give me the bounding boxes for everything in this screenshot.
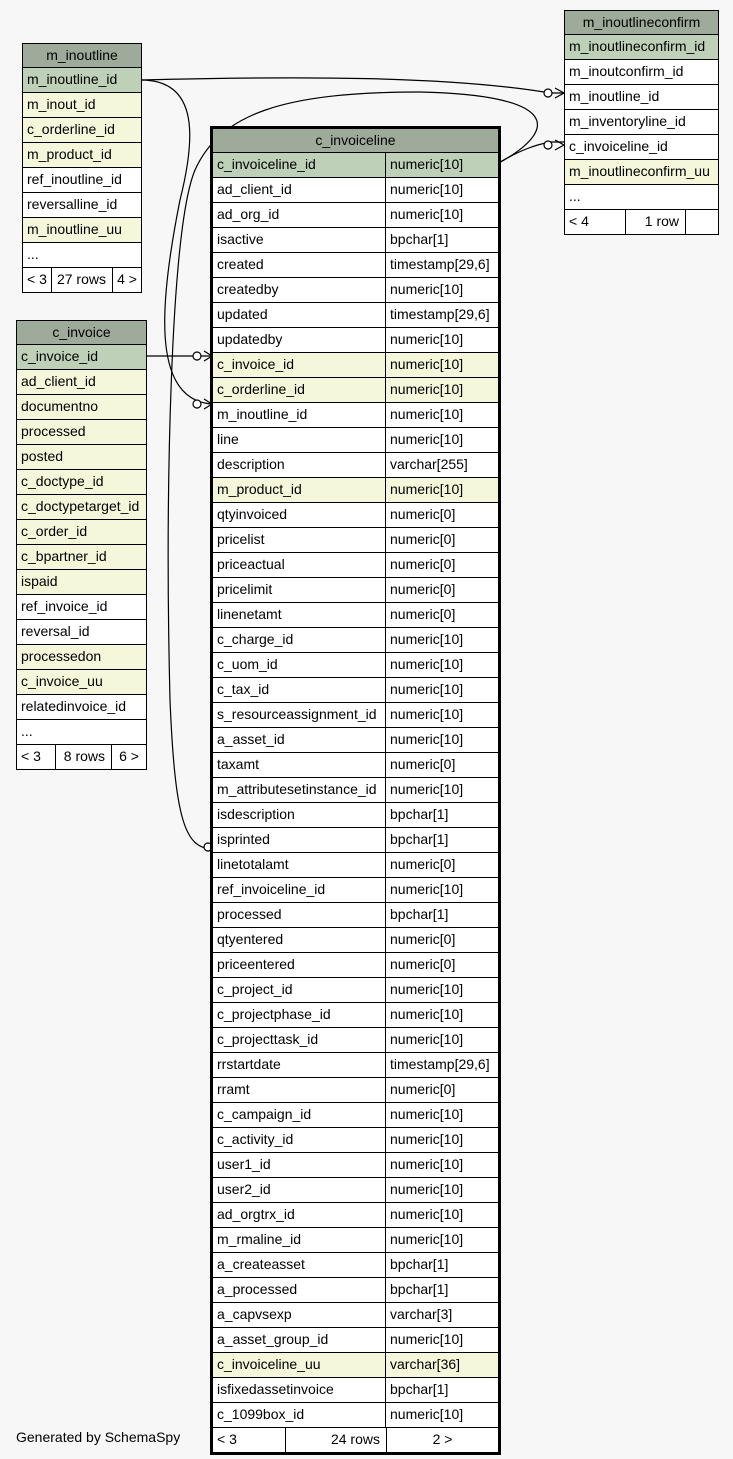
- column-name: qtyinvoiced: [217, 506, 288, 522]
- column-name: ad_client_id: [217, 181, 292, 197]
- column-name: c_order_id: [21, 523, 88, 539]
- table-row: [213, 453, 498, 478]
- table-row: [213, 953, 498, 978]
- column-type: numeric[10]: [385, 878, 498, 902]
- column-name: m_inout_id: [27, 96, 96, 112]
- column-type: numeric[10]: [385, 1178, 498, 1202]
- column-type: numeric[10]: [385, 728, 498, 752]
- column-name: pricelimit: [217, 581, 273, 597]
- column-name: ...: [27, 246, 39, 262]
- table-row: [213, 928, 498, 953]
- column-name: processed: [217, 906, 282, 922]
- column-name: c_1099box_id: [217, 1406, 305, 1422]
- column-type: numeric[10]: [385, 1403, 498, 1427]
- column-type: numeric[10]: [385, 478, 498, 502]
- table-row: [213, 778, 498, 803]
- column-type: numeric[10]: [385, 1028, 498, 1052]
- column-name: ref_invoice_id: [21, 598, 108, 614]
- edge-end-marker: [544, 141, 552, 149]
- table-row: [565, 160, 718, 185]
- footer-row-count: 8 rows: [55, 745, 111, 769]
- column-type: numeric[10]: [385, 653, 498, 677]
- table-row: [17, 520, 146, 545]
- column-name: c_doctypetarget_id: [21, 498, 140, 514]
- column-name: processedon: [21, 648, 102, 664]
- table-row: [213, 1028, 498, 1053]
- column-type: numeric[10]: [385, 203, 498, 227]
- column-type: numeric[0]: [385, 853, 498, 877]
- table-row: [213, 503, 498, 528]
- table-row: [17, 370, 146, 395]
- column-type: numeric[10]: [385, 1228, 498, 1252]
- column-type: numeric[0]: [385, 528, 498, 552]
- column-type: bpchar[1]: [385, 228, 498, 252]
- column-type: numeric[10]: [385, 178, 498, 202]
- table-row: [213, 978, 498, 1003]
- table-row: [17, 720, 146, 745]
- table-row: [213, 353, 498, 378]
- column-type: bpchar[1]: [385, 1278, 498, 1302]
- table-footer: [565, 210, 718, 234]
- column-type: timestamp[29,6]: [385, 1053, 498, 1077]
- footer-next: 4 >: [112, 268, 141, 292]
- column-name: description: [217, 456, 285, 472]
- column-name: m_inoutlineconfirm_uu: [569, 163, 710, 179]
- column-name: a_processed: [217, 1281, 298, 1297]
- table-row: [213, 703, 498, 728]
- column-name: linenetamt: [217, 606, 282, 622]
- column-name: qtyentered: [217, 931, 284, 947]
- table-row: [565, 185, 718, 210]
- footer-next: 2 >: [386, 1428, 498, 1452]
- table-row: [213, 803, 498, 828]
- column-name: linetotalamt: [217, 856, 289, 872]
- column-name: isactive: [217, 231, 264, 247]
- table-row: [213, 1328, 498, 1353]
- table-row: [23, 193, 141, 218]
- column-name: s_resourceassignment_id: [217, 706, 377, 722]
- table-title: m_inoutlineconfirm: [565, 11, 718, 35]
- table-row: [17, 645, 146, 670]
- column-type: numeric[10]: [385, 1128, 498, 1152]
- column-name: processed: [21, 423, 86, 439]
- column-type: numeric[0]: [385, 753, 498, 777]
- column-name: taxamt: [217, 756, 260, 772]
- generated-by-credit: Generated by SchemaSpy: [16, 1429, 181, 1445]
- column-name: c_invoiceline_id: [217, 156, 316, 172]
- column-type: numeric[0]: [385, 503, 498, 527]
- footer-row-count: 27 rows: [51, 268, 112, 292]
- table-row: [213, 1003, 498, 1028]
- column-name: c_project_id: [217, 981, 293, 997]
- column-name: priceentered: [217, 956, 295, 972]
- column-name: isfixedassetinvoice: [217, 1381, 334, 1397]
- column-type: numeric[0]: [385, 953, 498, 977]
- footer-prev: < 3: [21, 748, 41, 764]
- table-row: [213, 528, 498, 553]
- table-row: [23, 143, 141, 168]
- table-row: [213, 1253, 498, 1278]
- column-name: pricelist: [217, 531, 265, 547]
- column-name: m_inoutline_id: [569, 88, 660, 104]
- table-row: [565, 135, 718, 160]
- table-c-invoice[interactable]: [16, 320, 147, 770]
- column-name: c_invoice_id: [217, 356, 295, 372]
- table-row: [213, 1053, 498, 1078]
- table-footer: [213, 1428, 498, 1452]
- table-row: [213, 278, 498, 303]
- table-row: [17, 495, 146, 520]
- column-name: isdescription: [217, 806, 295, 822]
- table-row: [213, 428, 498, 453]
- table-m-inoutline[interactable]: [22, 43, 142, 293]
- table-row: [213, 828, 498, 853]
- table-row: [23, 118, 141, 143]
- footer-row-count: 24 rows: [285, 1428, 386, 1452]
- table-m-inoutlineconfirm[interactable]: [564, 10, 719, 235]
- table-row: [17, 620, 146, 645]
- column-name: m_product_id: [27, 146, 112, 162]
- column-name: user2_id: [217, 1181, 271, 1197]
- column-type: numeric[10]: [385, 778, 498, 802]
- column-type: bpchar[1]: [385, 803, 498, 827]
- footer-prev: < 3: [27, 271, 47, 287]
- column-name: ispaid: [21, 573, 58, 589]
- column-name: documentno: [21, 398, 99, 414]
- table-row: [213, 253, 498, 278]
- column-name: ad_org_id: [217, 206, 280, 222]
- table-row: [17, 470, 146, 495]
- column-type: varchar[36]: [385, 1353, 498, 1377]
- footer-prev: < 4: [569, 213, 589, 229]
- footer-next: 6 >: [111, 745, 146, 769]
- column-name: a_capvsexp: [217, 1306, 292, 1322]
- table-row: [17, 570, 146, 595]
- column-name: c_projecttask_id: [217, 1031, 319, 1047]
- edge-end-marker: [193, 400, 201, 408]
- column-name: ref_invoiceline_id: [217, 881, 326, 897]
- table-title: m_inoutline: [23, 44, 141, 68]
- column-name: relatedinvoice_id: [21, 698, 127, 714]
- table-row: [213, 1353, 498, 1378]
- column-name: updatedby: [217, 331, 283, 347]
- table-row: [17, 420, 146, 445]
- column-type: bpchar[1]: [385, 903, 498, 927]
- column-name: updated: [217, 306, 268, 322]
- table-footer: [17, 745, 146, 769]
- column-name: a_asset_group_id: [217, 1331, 329, 1347]
- table-row: [213, 878, 498, 903]
- column-type: numeric[10]: [385, 278, 498, 302]
- column-type: varchar[3]: [385, 1303, 498, 1327]
- column-name: m_inventoryline_id: [569, 113, 686, 129]
- column-name: m_inoutconfirm_id: [569, 63, 684, 79]
- table-row: [213, 1178, 498, 1203]
- table-row: [213, 728, 498, 753]
- column-name: c_uom_id: [217, 656, 278, 672]
- column-name: ref_inoutline_id: [27, 171, 122, 187]
- column-name: c_orderline_id: [217, 381, 305, 397]
- table-row: [213, 403, 498, 428]
- table-row: [213, 603, 498, 628]
- footer-next: [685, 210, 718, 234]
- column-name: reversalline_id: [27, 196, 118, 212]
- table-row: [213, 1303, 498, 1328]
- table-row: [17, 445, 146, 470]
- table-row: [213, 478, 498, 503]
- table-row: [213, 653, 498, 678]
- table-row: [23, 93, 141, 118]
- column-type: timestamp[29,6]: [385, 253, 498, 277]
- column-type: numeric[10]: [385, 378, 498, 402]
- column-type: numeric[10]: [385, 1328, 498, 1352]
- column-name: rramt: [217, 1081, 250, 1097]
- column-type: numeric[10]: [385, 1003, 498, 1027]
- table-row: [17, 670, 146, 695]
- table-row: [213, 1278, 498, 1303]
- table-row: [565, 60, 718, 85]
- column-type: numeric[0]: [385, 1078, 498, 1102]
- column-type: numeric[10]: [385, 328, 498, 352]
- table-row: [23, 68, 141, 93]
- column-type: numeric[10]: [385, 153, 498, 177]
- column-name: c_orderline_id: [27, 121, 115, 137]
- table-row: [17, 545, 146, 570]
- table-row: [213, 1403, 498, 1428]
- column-name: c_charge_id: [217, 631, 294, 647]
- table-row: [213, 203, 498, 228]
- table-row: [565, 85, 718, 110]
- table-row: [213, 853, 498, 878]
- table-row: [23, 168, 141, 193]
- column-name: m_inoutline_uu: [27, 221, 122, 237]
- column-type: numeric[10]: [385, 978, 498, 1002]
- column-name: c_bpartner_id: [21, 548, 107, 564]
- column-name: c_invoice_uu: [21, 673, 103, 689]
- column-type: numeric[0]: [385, 553, 498, 577]
- table-row: [565, 35, 718, 60]
- column-name: user1_id: [217, 1156, 271, 1172]
- column-name: m_attributesetinstance_id: [217, 781, 377, 797]
- footer-prev: < 3: [217, 1431, 237, 1447]
- column-name: c_doctype_id: [21, 473, 104, 489]
- column-type: numeric[10]: [385, 353, 498, 377]
- column-name: c_campaign_id: [217, 1106, 312, 1122]
- table-row: [213, 1078, 498, 1103]
- column-name: a_createasset: [217, 1256, 305, 1272]
- table-row: [17, 695, 146, 720]
- table-row: [213, 1203, 498, 1228]
- column-type: numeric[10]: [385, 1153, 498, 1177]
- column-name: a_asset_id: [217, 731, 285, 747]
- table-row: [213, 1103, 498, 1128]
- table-row: [213, 553, 498, 578]
- table-row: [213, 903, 498, 928]
- column-name: createdby: [217, 281, 279, 297]
- table-row: [213, 378, 498, 403]
- column-name: reversal_id: [21, 623, 90, 639]
- column-name: c_invoice_id: [21, 348, 99, 364]
- edge-inoutline-to-confirm: [141, 78, 564, 93]
- column-name: posted: [21, 448, 64, 464]
- table-row: [213, 1378, 498, 1403]
- column-name: c_invoiceline_uu: [217, 1356, 321, 1372]
- column-type: numeric[10]: [385, 678, 498, 702]
- column-name: m_inoutline_id: [27, 71, 118, 87]
- column-type: varchar[255]: [385, 453, 498, 477]
- table-row: [17, 345, 146, 370]
- edge-end-marker: [544, 89, 552, 97]
- column-type: bpchar[1]: [385, 828, 498, 852]
- table-row: [213, 228, 498, 253]
- table-row: [213, 153, 498, 178]
- column-type: bpchar[1]: [385, 1378, 498, 1402]
- table-row: [213, 328, 498, 353]
- column-type: numeric[10]: [385, 703, 498, 727]
- column-type: numeric[10]: [385, 1103, 498, 1127]
- edge-end-marker: [193, 352, 201, 360]
- table-title: c_invoiceline: [213, 129, 498, 153]
- column-type: bpchar[1]: [385, 1253, 498, 1277]
- table-row: [565, 110, 718, 135]
- column-name: line: [217, 431, 239, 447]
- column-type: numeric[0]: [385, 603, 498, 627]
- table-row: [213, 1153, 498, 1178]
- table-row: [17, 395, 146, 420]
- table-row: [213, 753, 498, 778]
- table-row: [213, 1228, 498, 1253]
- column-name: created: [217, 256, 264, 272]
- column-name: c_invoiceline_id: [569, 138, 668, 154]
- table-row: [23, 218, 141, 243]
- column-name: ad_client_id: [21, 373, 96, 389]
- table-row: [23, 243, 141, 268]
- column-name: m_product_id: [217, 481, 302, 497]
- column-name: c_activity_id: [217, 1131, 294, 1147]
- table-title: c_invoice: [17, 321, 146, 345]
- table-row: [17, 595, 146, 620]
- table-row: [213, 1128, 498, 1153]
- column-name: m_inoutline_id: [217, 406, 308, 422]
- column-name: priceactual: [217, 556, 285, 572]
- column-name: m_inoutlineconfirm_id: [569, 38, 706, 54]
- column-name: ...: [21, 723, 33, 739]
- column-type: timestamp[29,6]: [385, 303, 498, 327]
- column-type: numeric[10]: [385, 1203, 498, 1227]
- table-row: [213, 178, 498, 203]
- table-c-invoiceline[interactable]: [210, 126, 501, 1455]
- column-name: isprinted: [217, 831, 270, 847]
- table-row: [213, 628, 498, 653]
- column-type: numeric[10]: [385, 403, 498, 427]
- column-name: c_tax_id: [217, 681, 270, 697]
- column-type: numeric[0]: [385, 928, 498, 952]
- column-name: rrstartdate: [217, 1056, 281, 1072]
- table-row: [213, 303, 498, 328]
- footer-row-count: 1 row: [625, 210, 685, 234]
- column-type: numeric[10]: [385, 628, 498, 652]
- column-type: numeric[10]: [385, 428, 498, 452]
- column-name: ...: [569, 188, 581, 204]
- table-row: [213, 578, 498, 603]
- table-footer: [23, 268, 141, 292]
- column-type: numeric[0]: [385, 578, 498, 602]
- column-name: c_projectphase_id: [217, 1006, 331, 1022]
- column-name: ad_orgtrx_id: [217, 1206, 295, 1222]
- column-name: m_rmaline_id: [217, 1231, 302, 1247]
- edge-invoiceline-to-confirm: [497, 142, 564, 164]
- table-row: [213, 678, 498, 703]
